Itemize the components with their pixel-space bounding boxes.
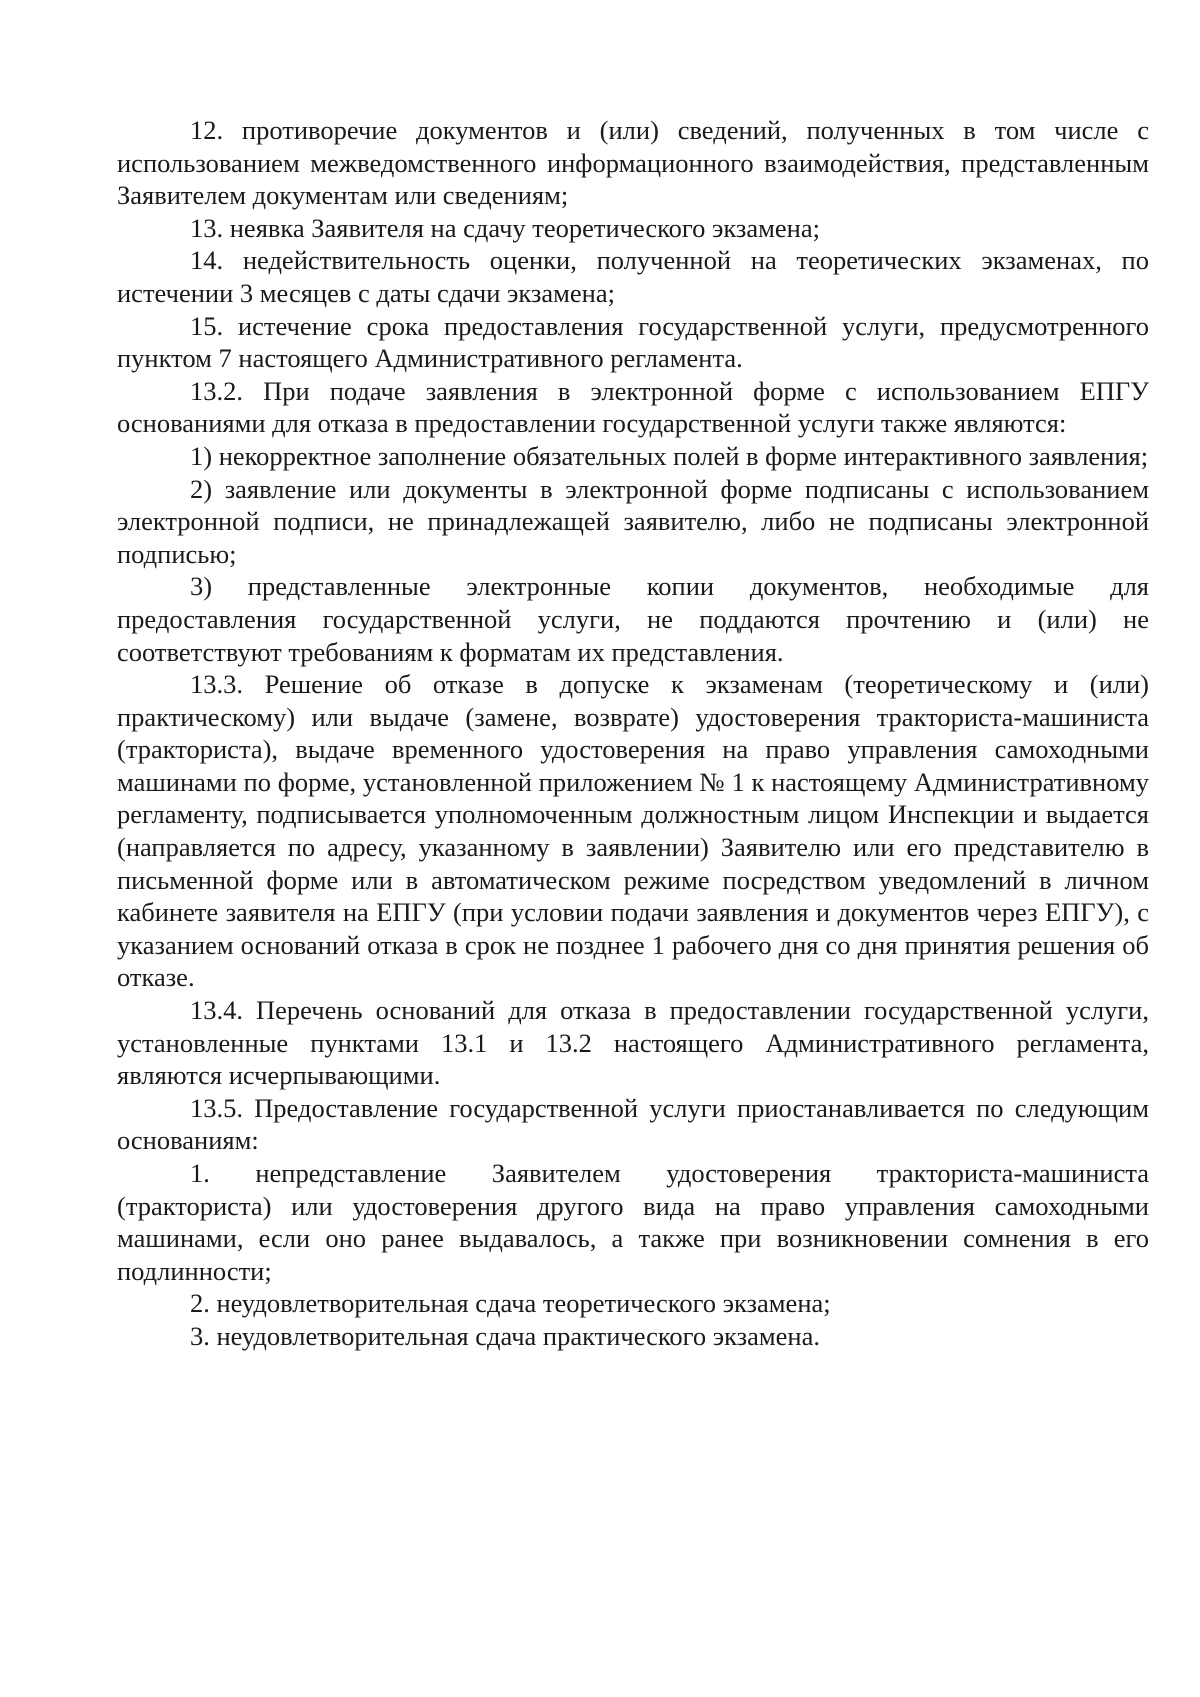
paragraph-subitem-3: 3) представленные электронные копии документов, необходимые для предоставления государственной услуги, не поддаются прочтению и (или) не соответствуют требованиям к форматам их представления. [117, 571, 1149, 667]
paragraph-section-13-4: 13.4. Перечень оснований для отказа в предоставлении государственной услуги, установленные пунктами 13.1 и 13.2 настоящего Административного регламента, являются исчерпывающими. [117, 995, 1149, 1091]
paragraph-item-14: 14. недействительность оценки, полученной на теоретических экзаменах, по истечении 3 месяцев с даты сдачи экзамена; [117, 245, 1149, 308]
paragraph-suspension-1: 1. непредставление Заявителем удостоверения тракториста-машиниста (тракториста) или удостоверения другого вида на право управления самоходными машинами, если оно ранее выдавалось, а также при возникновении сомнения в его подлинности; [117, 1158, 1149, 1286]
paragraph-suspension-2: 2. неудовлетворительная сдача теоретического экзамена; [190, 1288, 831, 1319]
paragraph-item-13: 13. неявка Заявителя на сдачу теоретического экзамена; [190, 212, 820, 243]
paragraph-section-13-2: 13.2. При подаче заявления в электронной форме с использованием ЕПГУ основаниями для отказа в предоставлении государственной услуги также являются: [117, 375, 1149, 439]
paragraph-item-15: 15. истечение срока предоставления государственной услуги, предусмотренного пунктом 7 настоящего Административного регламента. [117, 310, 1149, 374]
document-body [117, 114, 1149, 1353]
paragraph-item-12: 12. противоречие документов и (или) сведений, полученных в том числе с использованием межведомственного информационного взаимодействия, представленным Заявителем документам или сведениям; [117, 115, 1149, 211]
paragraph-subitem-2: 2) заявление или документы в электронной форме подписаны с использованием электронной подписи, не принадлежащей заявителю, либо не подписаны электронной подписью; [117, 473, 1149, 569]
paragraph-section-13-3: 13.3. Решение об отказе в допуске к экзаменам (теоретическому и (или) практическому) или выдаче (замене, возврате) удостоверения тракториста-машиниста (тракториста), выдаче временного удостоверения на право управления самоходными машинами по форме, установленной приложением № 1 к настоящему Административному регламенту, подписывается уполномоченным должностным лицом Инспекции и выдается (направляется по адресу, указанному в заявлении) Заявителю или его представителю в письменной форме или в автоматическом режиме посредством уведомлений в личном кабинете заявителя на ЕПГУ (при условии подачи заявления и документов через ЕПГУ), с указанием оснований отказа в срок не позднее 1 рабочего дня со дня принятия решения об отказе. [117, 669, 1149, 993]
paragraph-suspension-3: 3. неудовлетворительная сдача практического экзамена. [190, 1320, 820, 1351]
paragraph-subitem-1: 1) некорректное заполнение обязательных полей в форме интерактивного заявления; [190, 440, 1149, 471]
paragraph-section-13-5: 13.5. Предоставление государственной услуги приостанавливается по следующим основаниям: [117, 1092, 1149, 1156]
